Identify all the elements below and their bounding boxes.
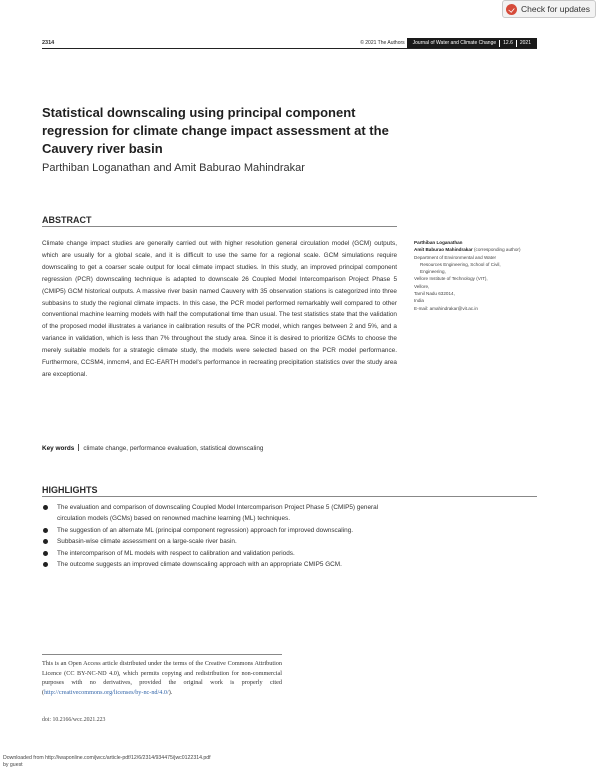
affiliation-institute: Vellore Institute of Technology (VIT),: [414, 276, 488, 282]
affiliation-line: Engineering,: [420, 269, 446, 275]
keywords: [42, 444, 263, 452]
article-title: [42, 104, 422, 158]
affiliation-city: Vellore,: [414, 283, 430, 289]
affiliation-author: Amit Baburao Mahindrakar: [414, 247, 473, 253]
license-text: This is an Open Access article distributed under the terms of the Creative Commons Attribution Licence (CC BY-NC-ND 4.0), which permits copying and redistribution for non-commercial purposes with no derivatives, provided the original work is properly cited (: [42, 660, 282, 696]
license-end: ).: [168, 688, 173, 696]
keywords-label: Key words: [42, 445, 75, 452]
highlight-text: The suggestion of an alternate ML (principal component regression) approach for improved downscaling.: [57, 526, 354, 534]
highlights-rule: [42, 496, 537, 497]
highlights-list: [42, 502, 402, 570]
check-for-updates-label: Check for updates: [521, 4, 590, 14]
journal-bar: [407, 38, 537, 48]
title-line: Statistical downscaling using principal component: [42, 105, 356, 120]
license-link[interactable]: http://creativecommons.org/licenses/by-nc-nd/4.0/: [44, 688, 169, 696]
download-line: Downloaded from http://iwaponline.com/jwcc/article-pdf/12/6/2314/934475/jwc0122314.pdf: [3, 755, 211, 761]
download-line: by guest: [3, 762, 23, 768]
license-note: [42, 659, 282, 697]
bullet-icon: [43, 505, 48, 510]
journal-info: [360, 38, 537, 48]
footnote-rule: [42, 654, 282, 655]
authors: Parthiban Loganathan and Amit Baburao Mahindrakar: [42, 162, 305, 174]
keywords-text: climate change, performance evaluation, statistical downscaling: [83, 445, 264, 452]
abstract-text: Climate change impact studies are generally carried out with higher resolution general circulation model (GCM) outputs, which are usually for a global scale, and it is difficult to use the same for a regional scale. GCM simulations require downscaling to get a coarser scale output for local climate impact studies. In this study, an improved principal component regression (PCR) downscaling technique is adapted to downscale 26 Coupled Model Intercomparison Project Phase 5 (CMIP5) GCM historical outputs. A massive river basin named Cauvery with 35 observation stations is categorized into three subbasins to study the regional climate impacts. In this case, the PCR model performed remarkably well compared to other conventional machine learning models with half the computational time than usual. The test statistics state that the validation of the proposed model illustrates a variance in calibration results of the PCR model, which ranges between 2 and 5%, and a variance in validation, which is less than 7% throughout the study area. Since it is desired to prioritize GCMs to choose the merely suitable models for a strategic climate study, the models were selected based on the PCR model performance. Furthermore, CCSM4, inmcm4, and EC-EARTH model's performance in recreating precipitation statistics over the study area are exceptional.: [42, 240, 397, 378]
affiliation-author: Parthiban Loganathan: [414, 240, 463, 245]
abstract-rule: [42, 226, 397, 227]
bullet-icon: [43, 551, 48, 556]
copyright: © 2021 The Authors: [360, 40, 405, 46]
check-updates-icon: [506, 4, 517, 15]
corresponding-note: (corresponding author): [474, 247, 521, 253]
affiliation-email[interactable]: E-mail: amahindrakar@vit.ac.in: [414, 305, 478, 311]
journal-year: 2021: [519, 40, 531, 46]
header-rule: [42, 48, 537, 49]
highlights-heading: HIGHLIGHTS: [42, 485, 98, 495]
list-item: [42, 559, 402, 570]
affiliation-line: Resources Engineering, School of Civil,: [420, 261, 501, 267]
highlight-text: The outcome suggests an improved climate downscaling approach with an appropriate CMIP5 GCM.: [57, 561, 342, 569]
running-header: [42, 38, 537, 48]
affiliation-country: India: [414, 298, 424, 304]
affiliation-line: Department of Environmental and Water: [414, 254, 497, 260]
divider: [78, 444, 79, 451]
highlight-text: Subbasin-wise climate assessment on a large-scale river basin.: [57, 538, 237, 546]
highlight-text: The intercomparison of ML models with respect to calibration and validation periods.: [57, 549, 295, 557]
list-item: [42, 525, 402, 536]
journal-name: Journal of Water and Climate Change: [412, 40, 497, 46]
list-item: [42, 502, 402, 525]
doi[interactable]: doi: 10.2166/wcc.2021.223: [42, 717, 106, 723]
title-line: regression for climate change impact assessment at the: [42, 123, 389, 138]
highlight-text: The evaluation and comparison of downscaling Coupled Model Intercomparison Project Phase 5 (CMIP5) general circulation models (GCMs) based on renowned machine learning (ML) techniques.: [57, 504, 379, 523]
bullet-icon: [43, 539, 48, 544]
affiliation-state: Tamil Nadu 632014,: [414, 291, 455, 297]
list-item: [42, 548, 402, 559]
title-line: Cauvery river basin: [42, 141, 163, 156]
abstract-heading: ABSTRACT: [42, 215, 92, 225]
bullet-icon: [43, 528, 48, 533]
page-number: 2314: [42, 40, 55, 46]
download-note: [3, 755, 211, 769]
list-item: [42, 536, 402, 547]
journal-volume: 12.6: [503, 40, 513, 46]
bullet-icon: [43, 562, 48, 567]
author-affiliation: [414, 239, 539, 312]
check-for-updates-button[interactable]: [502, 0, 596, 18]
